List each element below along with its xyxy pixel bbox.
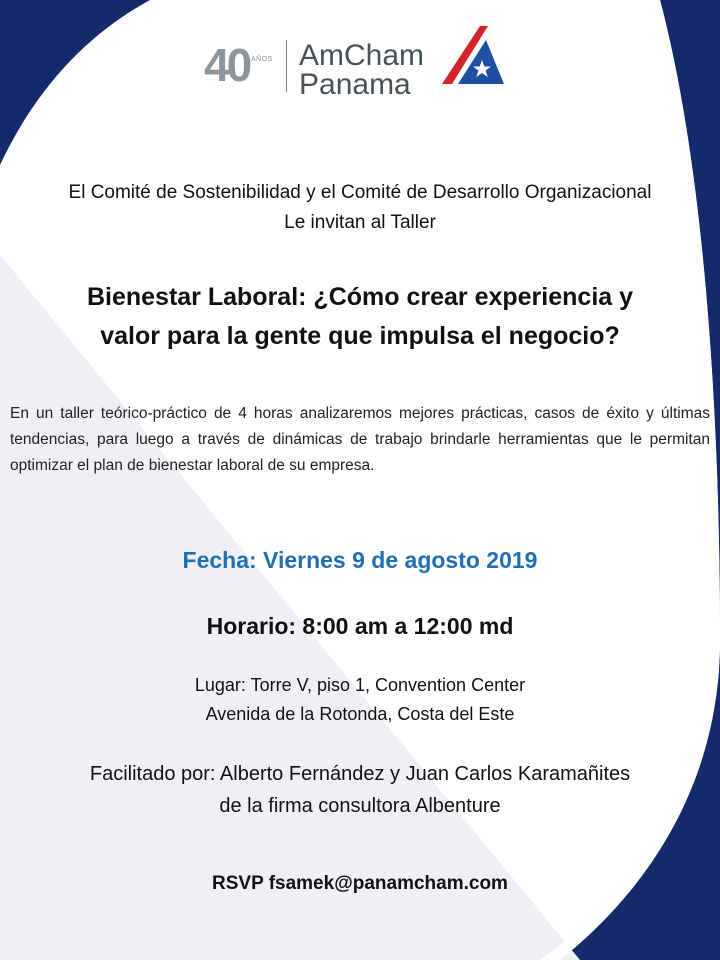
logo-name-line1: AmCham [299,39,425,72]
invitation-line-1: El Comité de Sostenibilidad y el Comité de Desarrollo Organizacional [68,182,652,203]
workshop-description: En un taller teórico-práctico de 4 horas analizaremos mejores prácticas, casos de éxito y últimas tendencias, para luego a través de dinámicas de trabajo brindarle herramientas que le permitan optimizar el plan de bienestar laboral de su empresa. [10,405,710,474]
workshop-title-line-1: Bienestar Laboral: ¿Cómo crear experiencia y [86,283,634,311]
event-venue-line-1: Lugar: Torre V, piso 1, Convention Center [194,675,526,695]
event-schedule: Horario: 8:00 am a 12:00 md [206,613,514,639]
anniversary-number: 40 [204,39,250,91]
facilitators-line-1: Facilitado por: Alberto Fernández y Juan Carlos Karamañites [89,763,631,785]
event-date: Fecha: Viernes 9 de agosto 2019 [182,547,538,573]
logo-name-line2: Panama [299,68,411,101]
logo-divider [286,40,287,92]
amcham-logo [204,26,514,101]
facilitators-line-2: de la firma consultora Albenture [219,795,501,817]
invitation-line-2: Le invitan al Taller [284,212,436,233]
rsvp-contact: RSVP fsamek@panamcham.com [212,873,508,894]
anniversary-label: AÑOS [251,56,273,63]
workshop-title-line-2: valor para la gente que impulsa el negocio? [100,322,620,350]
amcham-star-triangle-icon [440,26,506,84]
event-venue-line-2: Avenida de la Rotonda, Costa del Este [205,704,515,724]
